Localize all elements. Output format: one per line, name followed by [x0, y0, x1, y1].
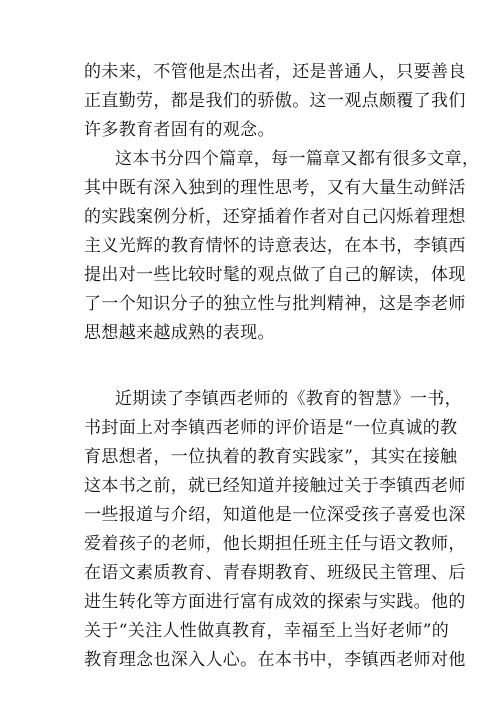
text-line: 思想越来越成熟的表现。: [84, 323, 275, 343]
text-line: 书封面上对李镇西老师的评价语是“一位真诚的教: [84, 418, 458, 438]
text-line: 近期读了李镇西老师的《教育的智慧》一书，: [115, 389, 462, 409]
text-line: 进生转化等方面进行富有成效的探索与实践。他的: [84, 592, 466, 612]
text-line: 一些报道与介绍，知道他是一位深受孩子喜爱也深: [84, 505, 466, 525]
text-line: 这本书之前，就已经知道并接触过关于李镇西老师: [84, 476, 466, 496]
text-line: 爱着孩子的老师，他长期担任班主任与语文教师，: [84, 534, 466, 554]
text-line: 了一个知识分子的独立性与批判精神，这是李老师: [84, 294, 466, 314]
text-line: 许多教育者固有的观念。: [84, 120, 275, 140]
text-line: 关于“关注人性做真教育，幸福至上当好老师”的: [84, 621, 450, 641]
text-line: 在语文素质教育、青春期教育、班级民主管理、后: [84, 563, 466, 583]
text-line: 育思想者，一位执着的教育实践家”，其实在接触: [84, 447, 458, 467]
text-line: 正直勤劳，都是我们的骄傲。这一观点颇覆了我们: [84, 91, 466, 111]
text-line: 主义光辉的教育情怀的诗意表达，在本书，李镇西: [84, 236, 466, 256]
text-line: 提出对一些比较时髦的观点做了自己的解读，体现: [84, 265, 466, 285]
text-line: 这本书分四个篇章，每一篇章又都有很多文章，: [115, 149, 480, 169]
text-line: 的实践案例分析，还穿插着作者对自己闪烁着理想: [84, 207, 466, 227]
text-line: 教育理念也深入人心。在本书中，李镇西老师对他: [84, 650, 466, 670]
text-line: 的未来，不管他是杰出者，还是普通人，只要善良: [84, 62, 466, 82]
text-line: 其中既有深入独到的理性思考，又有大量生动鲜活: [84, 178, 466, 198]
